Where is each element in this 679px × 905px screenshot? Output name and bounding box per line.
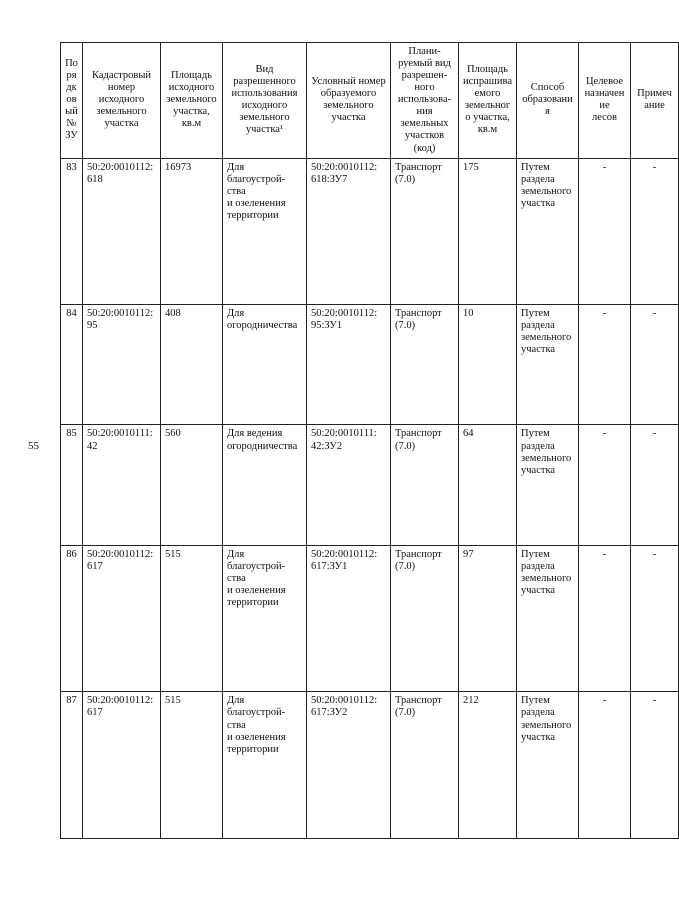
cell-formation-method: Путем раздела земельного участка <box>517 545 579 692</box>
cell-serial: 86 <box>61 545 83 692</box>
cell-formation-method: Путем раздела земельного участка <box>517 425 579 545</box>
header-planned-use: Плани- руемый вид разрешен- ного использова- ния земельных участков (код) <box>391 43 459 159</box>
cell-forest-purpose: - <box>579 425 631 545</box>
cell-note: - <box>631 425 679 545</box>
land-plots-table-wrapper <box>60 42 672 839</box>
cell-note: - <box>631 692 679 839</box>
table-header-row <box>61 43 679 159</box>
cell-permitted-use: Для благоустрой- ства и озеленения территории <box>223 692 307 839</box>
table-row <box>61 692 679 839</box>
cell-cadastral: 50:20:0010112: 95 <box>83 305 161 425</box>
table-row <box>61 305 679 425</box>
cell-planned-use: Транспорт (7.0) <box>391 425 459 545</box>
cell-conditional-number: 50:20:0010112: 95:ЗУ1 <box>307 305 391 425</box>
cell-requested-area: 64 <box>459 425 517 545</box>
header-forest-purpose: Целевое назначение лесов <box>579 43 631 159</box>
header-serial-number: Порядковый № ЗУ <box>61 43 83 159</box>
cell-formation-method: Путем раздела земельного участка <box>517 692 579 839</box>
land-plots-table <box>60 42 679 839</box>
cell-cadastral: 50:20:0010112: 617 <box>83 692 161 839</box>
cell-requested-area: 212 <box>459 692 517 839</box>
cell-planned-use: Транспорт (7.0) <box>391 158 459 305</box>
cell-forest-purpose: - <box>579 545 631 692</box>
cell-conditional-number: 50:20:0010111: 42:ЗУ2 <box>307 425 391 545</box>
cell-note: - <box>631 305 679 425</box>
cell-cadastral: 50:20:0010112: 617 <box>83 545 161 692</box>
cell-formation-method: Путем раздела земельного участка <box>517 158 579 305</box>
cell-requested-area: 175 <box>459 158 517 305</box>
header-cadastral-number: Кадастровый номер исходного земельного участка <box>83 43 161 159</box>
cell-source-area: 515 <box>161 545 223 692</box>
cell-source-area: 560 <box>161 425 223 545</box>
cell-permitted-use: Для благоустрой- ства и озеленения территории <box>223 158 307 305</box>
header-formation-method: Способ образования <box>517 43 579 159</box>
cell-conditional-number: 50:20:0010112: 618:ЗУ7 <box>307 158 391 305</box>
cell-planned-use: Транспорт (7.0) <box>391 692 459 839</box>
header-note: Примечание <box>631 43 679 159</box>
cell-requested-area: 10 <box>459 305 517 425</box>
cell-serial: 84 <box>61 305 83 425</box>
cell-permitted-use: Для огородничества <box>223 305 307 425</box>
cell-note: - <box>631 158 679 305</box>
cell-formation-method: Путем раздела земельного участка <box>517 305 579 425</box>
cell-serial: 85 <box>61 425 83 545</box>
cell-serial: 87 <box>61 692 83 839</box>
cell-forest-purpose: - <box>579 305 631 425</box>
cell-serial: 83 <box>61 158 83 305</box>
cell-source-area: 16973 <box>161 158 223 305</box>
cell-cadastral: 50:20:0010111: 42 <box>83 425 161 545</box>
cell-conditional-number: 50:20:0010112: 617:ЗУ1 <box>307 545 391 692</box>
header-requested-area: Площадь испрашиваемого земельного участка, кв.м <box>459 43 517 159</box>
cell-permitted-use: Для ведения огородничества <box>223 425 307 545</box>
cell-planned-use: Транспорт (7.0) <box>391 545 459 692</box>
cell-requested-area: 97 <box>459 545 517 692</box>
table-row <box>61 425 679 545</box>
cell-permitted-use: Для благоустрой- ства и озеленения территории <box>223 545 307 692</box>
cell-cadastral: 50:20:0010112: 618 <box>83 158 161 305</box>
cell-forest-purpose: - <box>579 158 631 305</box>
table-row <box>61 545 679 692</box>
cell-planned-use: Транспорт (7.0) <box>391 305 459 425</box>
cell-source-area: 408 <box>161 305 223 425</box>
cell-source-area: 515 <box>161 692 223 839</box>
header-source-area: Площадь исходного земельного участка, кв.м <box>161 43 223 159</box>
cell-conditional-number: 50:20:0010112: 617:ЗУ2 <box>307 692 391 839</box>
cell-note: - <box>631 545 679 692</box>
cell-forest-purpose: - <box>579 692 631 839</box>
page-number: 55 <box>28 440 39 452</box>
header-conditional-number: Условный номер образуемого земельного участка <box>307 43 391 159</box>
header-permitted-use: Вид разрешенного использования исходного земельного участка¹ <box>223 43 307 159</box>
table-row <box>61 158 679 305</box>
